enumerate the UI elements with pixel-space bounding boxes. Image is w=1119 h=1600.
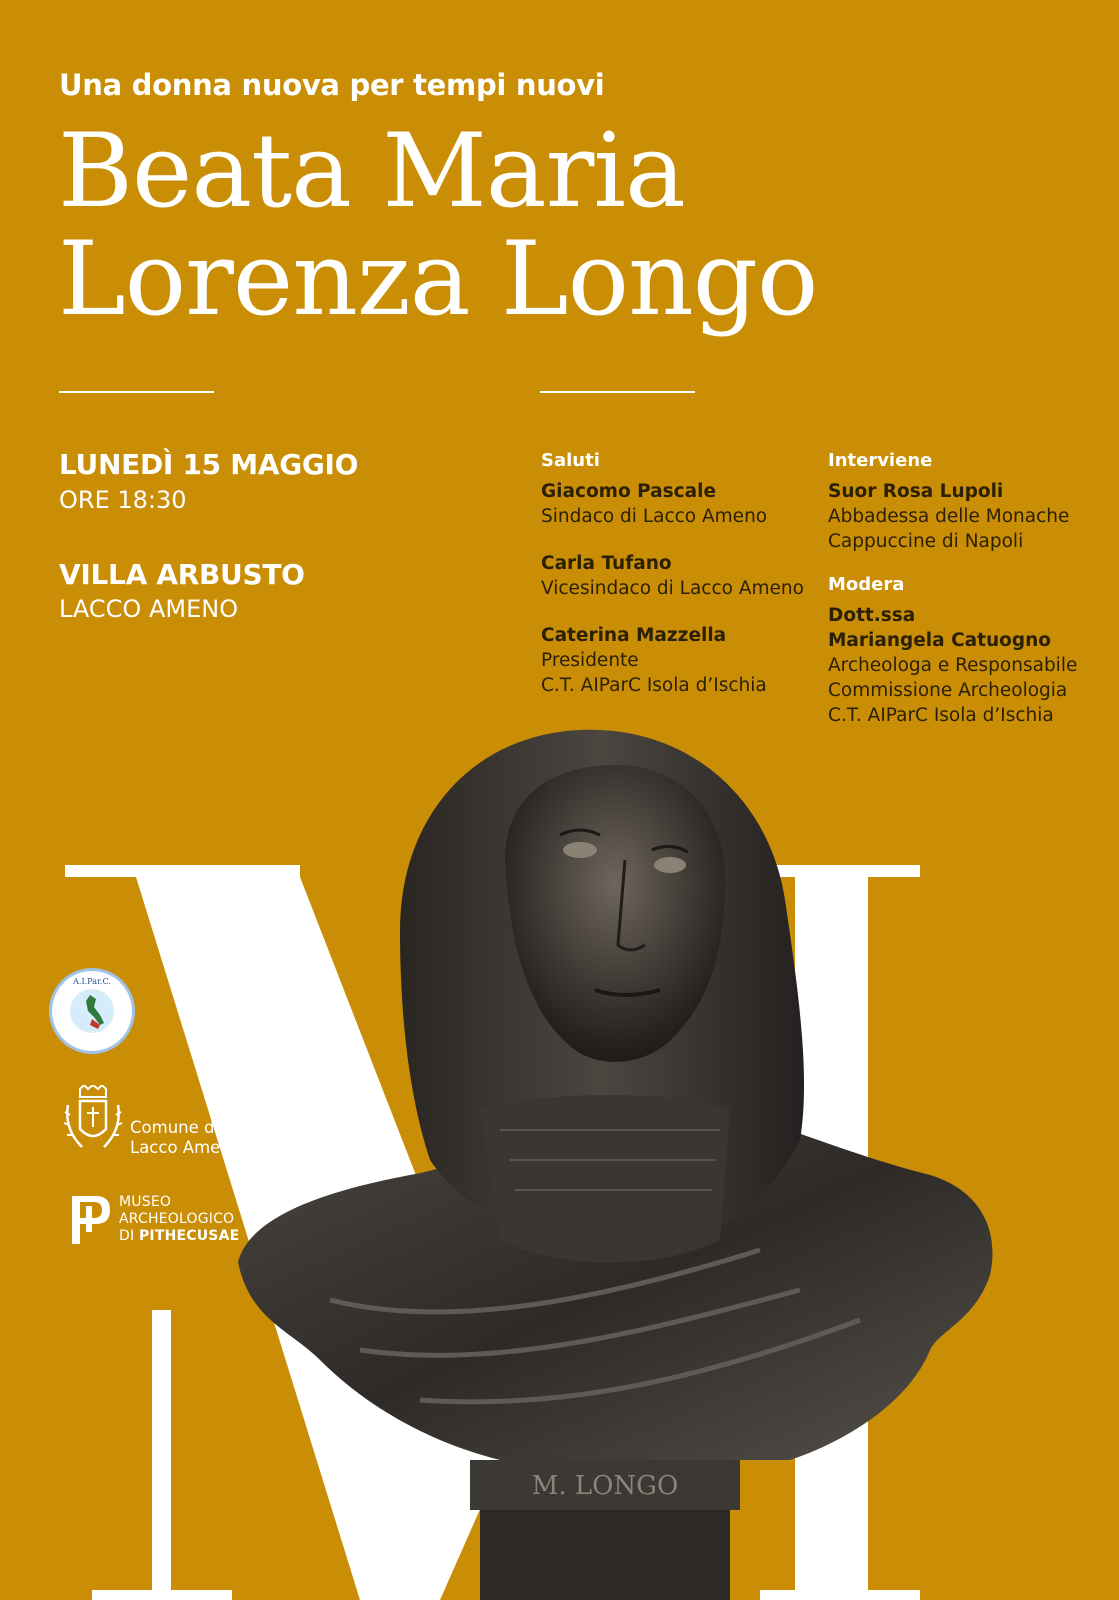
museo-logo-icon (72, 1196, 112, 1244)
speaker-item (541, 551, 804, 601)
saluti-column (541, 448, 804, 720)
divider-right (540, 391, 695, 393)
speaker-role: Sindaco di Lacco Ameno (541, 506, 768, 527)
comune-line-1: Comune di (130, 1118, 220, 1137)
speaker-role: Archeologa e Responsabile (828, 655, 1078, 676)
museo-line-1: MUSEO (119, 1194, 172, 1210)
page-title (58, 112, 818, 339)
alparc-logo-text: A.I.Par.C. (73, 977, 111, 986)
speaker-role: Presidente (541, 650, 639, 671)
interviene-column (828, 448, 1077, 750)
speaker-role: C.T. AIParC Isola d’Ischia (541, 675, 767, 696)
speaker-item (541, 479, 804, 529)
speaker-role: Abbadessa delle Monache (828, 506, 1070, 527)
tagline: Una donna nuova per tempi nuovi (59, 68, 605, 102)
speaker-name: Dott.ssa (828, 605, 916, 626)
comune-logo-text (130, 1118, 241, 1158)
comune-crest-icon (62, 1085, 124, 1157)
event-time: ORE 18:30 (59, 486, 187, 514)
speaker-name: Suor Rosa Lupoli (828, 481, 1004, 502)
bust-inscription: M. LONGO (531, 1471, 679, 1501)
interviene-label: Interviene (828, 450, 933, 471)
speaker-name: Mariangela Catuogno (828, 630, 1051, 651)
museo-line-3-prefix: DI (119, 1228, 139, 1244)
saluti-label: Saluti (541, 450, 600, 471)
modera-label: Modera (828, 574, 905, 595)
speaker-item (828, 479, 1077, 554)
speaker-name: Carla Tufano (541, 553, 672, 574)
comune-line-2: Lacco Ameno (130, 1138, 241, 1157)
event-date: LUNEDÌ 15 MAGGIO (59, 448, 359, 481)
speaker-name: Giacomo Pascale (541, 481, 717, 502)
alparc-logo (49, 968, 135, 1054)
event-town: LACCO AMENO (59, 595, 239, 623)
divider-left (59, 391, 214, 393)
museo-line-3 (119, 1228, 239, 1245)
speaker-name: Caterina Mazzella (541, 625, 727, 646)
museo-logo-text (119, 1194, 239, 1245)
speaker-role: Commissione Archeologia (828, 680, 1068, 701)
museo-line-3-name: PITHECUSAE (138, 1228, 240, 1244)
italy-map-icon (70, 989, 114, 1033)
speaker-item (541, 623, 804, 698)
speaker-item (828, 603, 1077, 728)
speaker-role: Vicesindaco di Lacco Ameno (541, 578, 804, 599)
museo-line-2: ARCHEOLOGICO (119, 1211, 235, 1227)
speaker-role: Cappuccine di Napoli (828, 531, 1024, 552)
title-line-2: Lorenza Longo (58, 220, 818, 339)
speaker-role: C.T. AIParC Isola d’Ischia (828, 705, 1054, 726)
title-line-1: Beata Maria (58, 112, 685, 231)
event-venue: VILLA ARBUSTO (59, 558, 305, 591)
